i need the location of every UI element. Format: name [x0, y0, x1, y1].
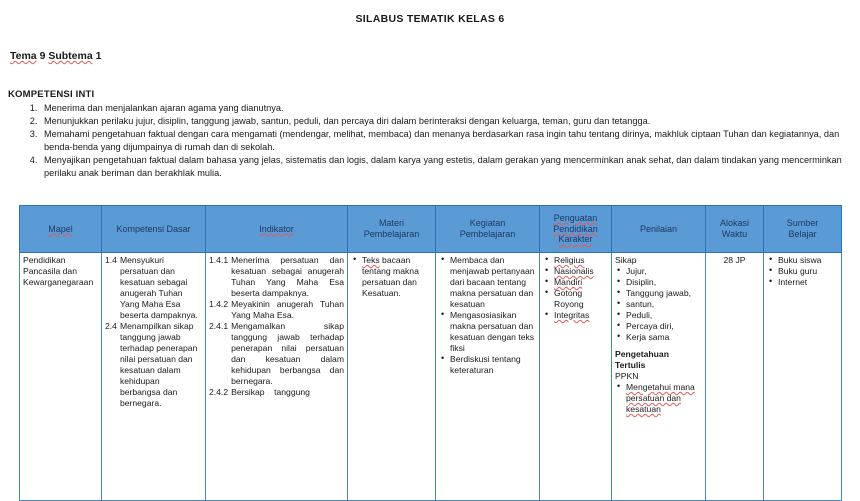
kd-item-text: Mensyukuri persatuan dan kesatuan sebagai anugerah Tuhan Yang Maha Esa beserta dampaknya.	[119, 255, 198, 320]
penilaian-sikap-list	[615, 266, 702, 343]
tema-number: 9	[39, 50, 46, 62]
indikator-item-text: Mengamalkan sikap tanggung jawab terhadap penerapan nilai persatuan dan kesatuan dalam kehidupan berbangsa dan bernegara.	[231, 321, 344, 386]
kompetensi-inti-heading: KOMPETENSI INTI	[8, 89, 95, 100]
indikator-item	[209, 387, 344, 398]
penilaian-sikap-heading: Sikap	[615, 255, 637, 265]
ppk-value: Religius	[554, 255, 585, 265]
ppk-list	[543, 255, 608, 321]
table-row	[20, 253, 842, 501]
list-item: • Mengasosiasikan makna persatuan dan kesatuan dengan teks fiksi	[450, 310, 536, 354]
column-header-kegiatan-pembelajaran	[436, 206, 540, 253]
penilaian-pengetahuan-heading-line2: Tertulis	[615, 360, 646, 370]
column-header-alokasi-line1: Alokasi	[719, 218, 749, 229]
page-title: SILABUS TEMATIK KELAS 6	[355, 13, 505, 25]
subtema-label: Subtema	[48, 50, 93, 62]
indikator-item-number: 2.4.2	[209, 387, 229, 397]
list-item	[554, 277, 608, 288]
mapel-value: Pendidikan Pancasila dan Kewarganegaraan	[23, 255, 94, 287]
cell-indikator	[206, 253, 348, 501]
silabus-table	[19, 205, 842, 501]
column-header-indikator-label: Indikator	[259, 223, 294, 234]
column-header-mapel-label: Mapel	[48, 223, 73, 234]
ppk-value: Nasionalis	[554, 266, 594, 276]
cell-kegiatan-pembelajaran	[436, 253, 540, 501]
column-header-ppk-line1: Penguatan	[553, 212, 598, 223]
list-item: • Berdiskusi tentang keteraturan	[450, 354, 536, 376]
indikator-item-text: Meyakinin anugerah Tuhan Yang Maha Esa.	[231, 299, 344, 320]
column-header-sumber-line2: Belajar	[788, 229, 817, 239]
list-item	[554, 288, 608, 310]
indikator-item-text: Bersikap tanggung	[231, 387, 310, 397]
kd-item-number: 1.4	[105, 255, 117, 265]
kompetensi-inti-list	[0, 102, 860, 180]
indikator-item-number: 1.4.1	[209, 255, 229, 265]
indikator-item-number: 1.4.2	[209, 299, 229, 309]
ppk-value: Mandiri	[554, 277, 583, 287]
alokasi-waktu-value: 28 JP	[723, 255, 746, 265]
list-item	[362, 255, 432, 299]
indikator-item	[209, 299, 344, 321]
list-item: 1. Menerima dan menjalankan ajaran agama yang dianutnya.	[40, 102, 860, 115]
penilaian-pengetahuan-item-text: Mengetahui mana persatuan dan kesatuan	[626, 382, 695, 414]
kd-item	[105, 255, 202, 321]
cell-kompetensi-dasar	[102, 253, 206, 501]
list-item: • Membaca dan menjawab pertanyaan dari bacaan tentang makna persatuan dan kesatuan	[450, 255, 536, 310]
cell-mapel	[20, 253, 102, 501]
ppk-value: Integritas	[554, 310, 590, 320]
penilaian-pengetahuan-heading-line1: Pengetahuan	[615, 349, 669, 359]
list-item: • Percaya diri,	[626, 321, 702, 332]
indikator-item	[209, 255, 344, 299]
table-header-row	[20, 206, 842, 253]
column-header-materi-pembelajaran	[348, 206, 436, 253]
kd-item-text: Menampilkan sikap tanggung jawab terhadap penerapan nilai persatuan dan kesatuan dalam kehidupan berbangsa dan bernegara.	[119, 321, 198, 408]
column-header-ppk-line2: Pendidikan	[553, 223, 598, 234]
column-header-kegiatan-line2: Pembelajaran	[459, 229, 516, 239]
list-item	[554, 255, 608, 266]
table-body	[20, 253, 842, 501]
column-header-alokasi-waktu	[706, 206, 764, 253]
list-item	[554, 310, 608, 321]
tema-subtema-line	[10, 50, 860, 62]
column-header-penilaian: Penilaian	[612, 206, 706, 253]
column-header-mapel	[20, 206, 102, 253]
column-header-sumber-line1: Sumber	[786, 218, 819, 229]
column-header-indikator	[206, 206, 348, 253]
materi-spellerror-word: Teks	[362, 255, 380, 265]
indikator-item-number: 2.4.1	[209, 321, 229, 331]
materi-rest-text: bacaan tentang makna persatuan dan Kesatuan.	[362, 255, 419, 298]
indikator-item-text: Menerima persatuan dan kesatuan sebagai anugerah Tuhan Yang Maha Esa beserta dampaknya.	[231, 255, 344, 298]
penilaian-mapel-code: PPKN	[615, 371, 639, 381]
indikator-item	[209, 321, 344, 387]
list-item: • Disiplin,	[626, 277, 702, 288]
document-page	[0, 13, 860, 491]
penilaian-pengetahuan-list	[615, 382, 702, 415]
cell-sumber-belajar	[764, 253, 842, 501]
column-header-sumber-belajar	[764, 206, 842, 253]
subtema-number: 1	[95, 50, 102, 62]
kd-item	[105, 321, 202, 409]
list-item: • Tanggung jawab,	[626, 288, 702, 299]
list-item: • Kerja sama	[626, 332, 702, 343]
list-item	[626, 382, 702, 415]
list-item: • Jujur,	[626, 266, 702, 277]
list-item: 3. Memahami pengetahuan faktual dengan cara mengamati (mendengar, melihat, membaca) dan menanya berdasarkan rasa ingin tahu tentang dirinya, makhluk ciptaan Tuhan dan kegiatannya, dan benda-benda yang dijumpainya di rumah dan di sekolah.	[40, 128, 860, 154]
cell-alokasi-waktu	[706, 253, 764, 501]
list-item: • Peduli,	[626, 310, 702, 321]
list-item: • santun,	[626, 299, 702, 310]
list-item: 2. Menunjukkan perilaku jujur, disiplin, tanggung jawab, santun, peduli, dan percaya diri dalam berinteraksi dengan keluarga, teman, guru dan tetangga.	[40, 115, 860, 128]
kd-item-number: 2.4	[105, 321, 117, 331]
ppk-value: Gotong Royong	[554, 288, 584, 309]
table-header	[20, 206, 842, 253]
column-header-materi-line2: Pembelajaran	[363, 229, 420, 239]
column-header-alokasi-line2: Waktu	[721, 229, 748, 239]
column-header-ppk	[540, 206, 612, 253]
silabus-table-wrapper	[19, 205, 841, 501]
column-header-kompetensi-dasar: Kompetensi Dasar	[102, 206, 206, 253]
list-item: • Buku guru	[778, 266, 838, 277]
cell-penilaian	[612, 253, 706, 501]
column-header-materi-line1: Materi	[378, 218, 404, 229]
column-header-ppk-line3: Karakter	[558, 234, 593, 245]
column-header-kegiatan-line1: Kegiatan	[469, 218, 506, 229]
tema-label: Tema	[10, 50, 37, 62]
cell-ppk	[540, 253, 612, 501]
materi-list	[351, 255, 432, 299]
list-item: 4. Menyajikan pengetahuan faktual dalam bahasa yang jelas, sistematis dan logis, dalam karya yang estetis, dalam gerakan yang mencerminkan anak sehat, dan dalam tindakan yang mencerminkan perilaku anak beriman dan berakhlak mulia.	[40, 154, 860, 180]
list-item: • Internet	[778, 277, 838, 288]
kegiatan-list	[439, 255, 536, 376]
list-item: • Buku siswa	[778, 255, 838, 266]
list-item	[554, 266, 608, 277]
sumber-belajar-list	[767, 255, 838, 288]
cell-materi-pembelajaran	[348, 253, 436, 501]
